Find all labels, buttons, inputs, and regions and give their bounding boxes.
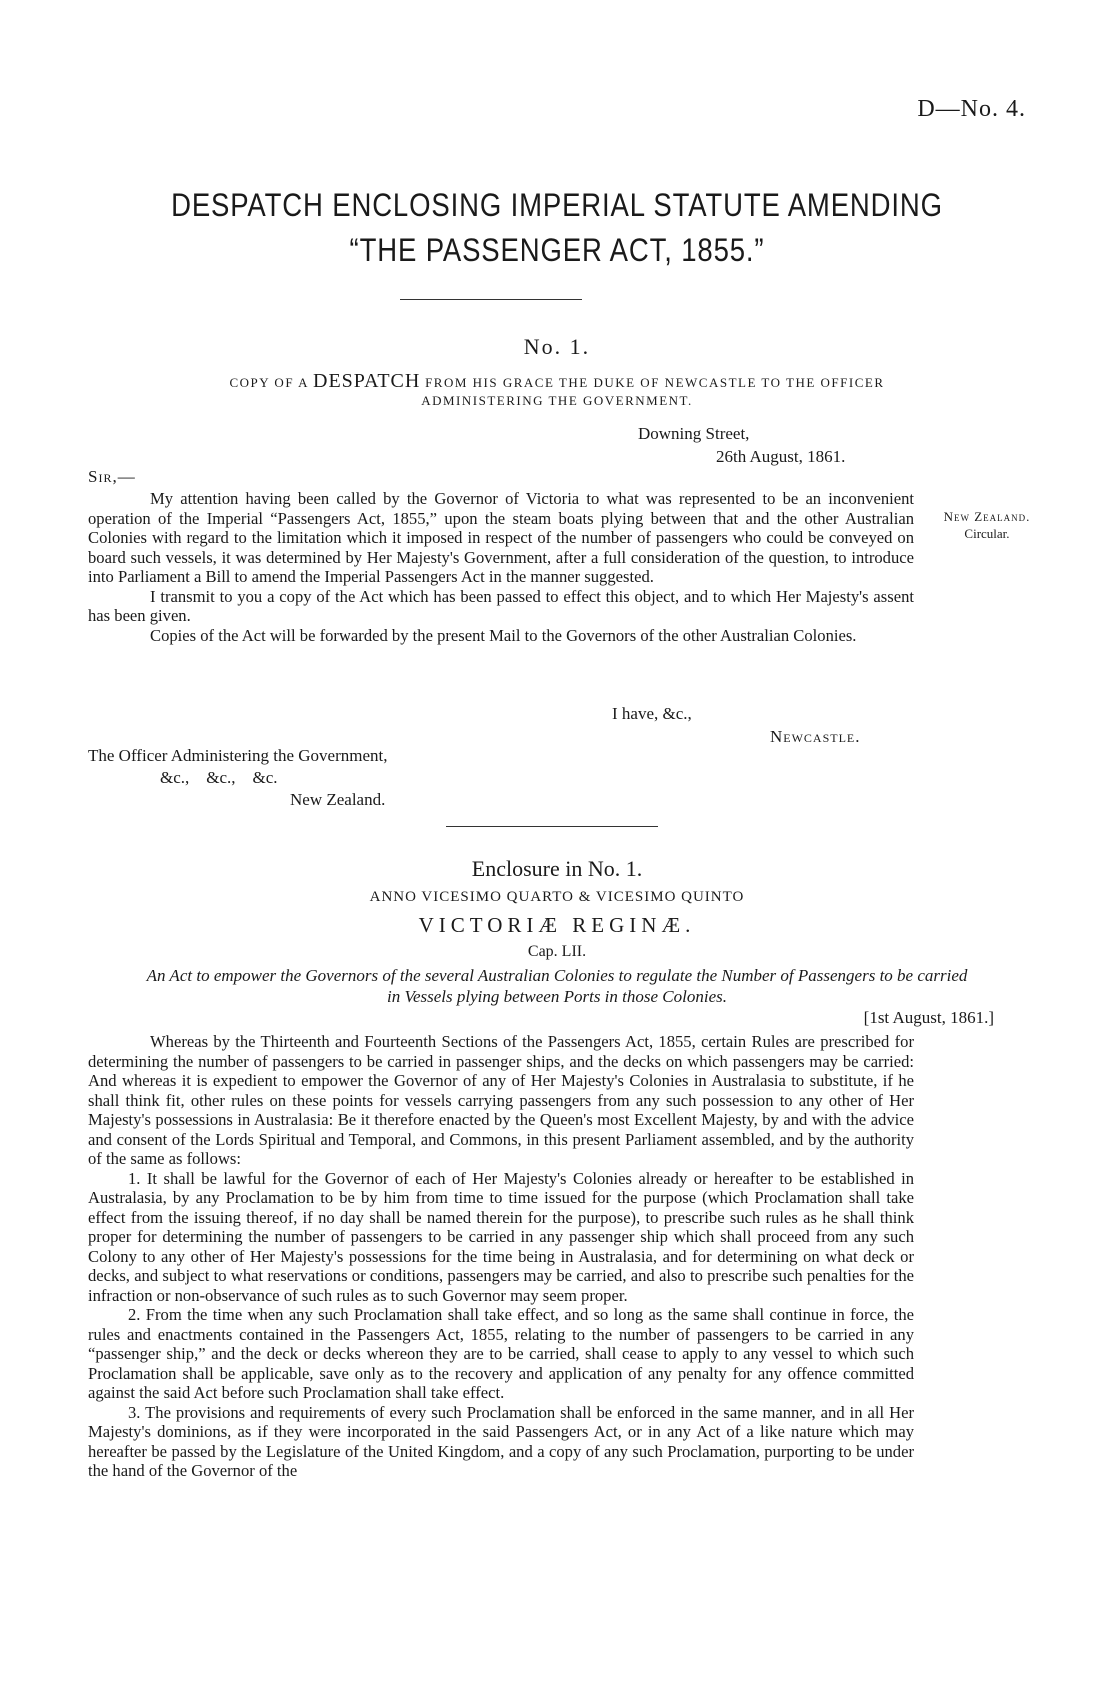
despatch-place: Downing Street, [638,424,750,443]
act-date: [1st August, 1861.] [863,1008,994,1027]
despatch-heading [0,372,1114,410]
despatch-paragraph-1: My attention having been called by the Governor of Victoria to what was represented to be an inconvenient operation of the Imperial “Passengers Act, 1855,” upon the steam boats plying between that and the other Australian Colonies with regard to the limitation which it imposed in respect of the number of passengers who could be conveyed on board such vessels, it was determined by Her Majesty's Government, after a full consideration of the question, to introduce into Parliament a Bill to amend the Imperial Passengers Act in the manner suggested. [88,489,914,586]
title-line-1: DESPATCH ENCLOSING IMPERIAL STATUTE AMENDING [171,187,943,223]
anno-line: ANNO VICESIMO QUARTO & VICESIMO QUINTO [369,889,745,905]
signature: Newcastle. [770,727,861,746]
title-line-2: “THE PASSENGER ACT, 1855.” [349,232,765,268]
despatch-paragraph-3: Copies of the Act will be forwarded by the present Mail to the Governors of the other Australian Colonies. [150,625,857,645]
marginal-note-line-2: Circular. [964,526,1010,541]
closing: I have, &c., [612,704,692,723]
marginal-note-line-1: New Zealand. [943,509,1031,524]
addressee-line-1: The Officer Administering the Government, [88,746,388,765]
section-2: 2. From the time when any such Proclamation shall take effect, and so long as the same shall continue in force, the rules and enactments contained in the Passengers Act, 1855, relating to the number of passengers to be carried in any “passenger ship,” and the deck or decks whereon they are to be carried, shall cease to apply to any vessel to which such Proclamation shall be applicable, save only as to the recovery and application of any penalty for any offence committed against the said Act before such Proclamation shall take effect. [88,1305,914,1402]
preamble: Whereas by the Thirteenth and Fourteenth Sections of the Passengers Act, 1855, certain Rules are prescribed for determining the number of passengers to be carried in passenger ships, and the decks on which passengers may be carried: And whereas it is expedient to empower the Governor of any of Her Majesty's Colonies in Australasia to substitute, if he shall think fit, other rules on these points for vessels carrying passengers from any such possession to any other of Her Majesty's possessions in Australasia: Be it therefore enacted by the Queen's most Excellent Majesty, by and with the advice and consent of the Lords Spiritual and Temporal, and Commons, in this present Parliament assembled, and by the authority of the same as follows: [88,1032,914,1168]
regina-line: VICTORIÆ REGINÆ. [418,913,696,937]
despatch-heading-line-2: ADMINISTERING THE GOVERNMENT. [421,393,693,408]
page-reference: D—No. 4. [917,96,1026,122]
act-title: An Act to empower the Governors of the several Australian Colonies to regulate the Number of Passengers to be carried in Vessels plying between Ports in those Colonies. [146,966,968,1006]
cap-number: Cap. LII. [527,943,587,960]
despatch-heading-line-1 [0,372,1114,392]
copy-rest: FROM HIS GRACE THE DUKE OF NEWCASTLE TO THE OFFICER [425,375,885,390]
divider-rule [400,299,582,300]
copy-word: DESPATCH [313,370,421,392]
addressee-line-2: &c., &c., &c. [160,768,278,787]
copy-prefix: COPY OF A [229,375,309,390]
enclosure-rule [446,826,658,827]
enclosure-heading: Enclosure in No. 1. [471,856,643,881]
section-3: 3. The provisions and requirements of every such Proclamation shall be enforced in the same manner, and in all Her Majesty's dominions, as if they were incorporated in the said Passengers Act, or in any Act of a like nature which may hereafter be passed by the Legislature of the United Kingdom, and a copy of any such Proclamation, purporting to be under the hand of the Governor of the [88,1402,914,1480]
despatch-number: No. 1. [523,334,591,359]
addressee-line-3: New Zealand. [290,790,386,809]
salutation: Sir,— [88,467,136,486]
despatch-paragraph-2: I transmit to you a copy of the Act which has been passed to effect this object, and to which Her Majesty's assent has been given. [88,586,914,625]
section-1: 1. It shall be lawful for the Governor of each of Her Majesty's Colonies already or hereafter to be established in Australasia, by any Proclamation to be by him from time to time issued for the purpose (which Proclamation shall take effect from the issuing thereof, if no day shall be named therein for the purpose), to prescribe such rules as he shall think proper for determining the number of passengers to be carried in any passenger ship which shall proceed from any such Colony to any other of Her Majesty's possessions for the time being in Australasia, and for determining on what deck or decks, and subject to what reservations or conditions, passengers may be carried, and also to prescribe such penalties for the infraction or non-observance of such rules as to such Governor may seem proper. [88,1168,914,1305]
despatch-date: 26th August, 1861. [716,447,846,466]
marginal-note [924,508,1050,542]
despatch-body [88,489,914,645]
act-body [88,1032,914,1481]
